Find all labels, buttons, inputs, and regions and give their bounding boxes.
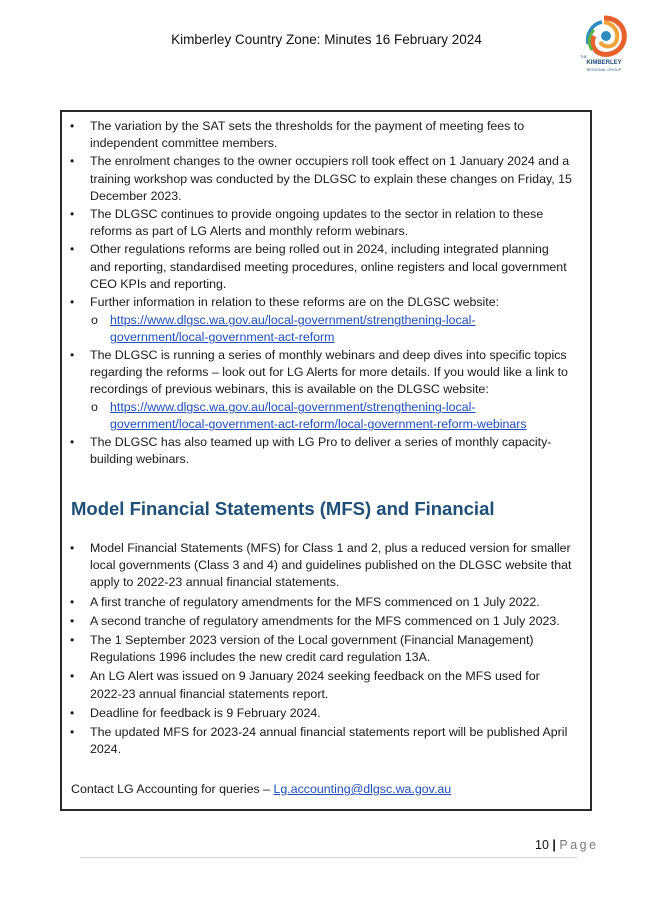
bullet-icon: • — [70, 541, 75, 555]
reform-updates-list — [62, 118, 572, 469]
list-item — [62, 206, 572, 240]
sub-bullet-icon: o — [91, 400, 98, 415]
list-item-text: The enrolment changes to the owner occupiers roll took effect on 1 January 2024 and a training workshop was conducted by the DLGSC to explain these changes on Friday, 15 December 2023. — [90, 154, 572, 203]
dlgsc-reform-link[interactable]: https://www.dlgsc.wa.gov.au/local-government/strengthening-local-government/local-government-act-reform — [110, 313, 476, 345]
list-item — [62, 294, 572, 311]
list-item — [62, 668, 572, 702]
list-item-text: The variation by the SAT sets the thresholds for the payment of meeting fees to independent committee members. — [90, 119, 525, 151]
page-number-value: 10 — [535, 838, 549, 852]
list-item-text: A first tranche of regulatory amendments for the MFS commenced on 1 July 2022. — [90, 594, 540, 609]
bullet-icon: • — [70, 633, 75, 648]
list-item-text: The updated MFS for 2023-24 annual financial statements report will be published April 2024. — [90, 725, 568, 757]
page-separator: | — [552, 838, 556, 852]
kimberley-logo — [574, 14, 634, 80]
list-item — [62, 434, 572, 468]
footer-divider — [80, 857, 577, 858]
list-item-text: Deadline for feedback is 9 February 2024. — [90, 705, 321, 720]
list-item-text: The DLGSC is running a series of monthly webinars and deep dives into specific topics regarding the reforms – look out for LG Alerts for more details. If you would like a link to recordings of previous webinars, this is available on the DLGSC website: — [90, 347, 568, 397]
mfs-list — [62, 540, 572, 760]
contact-text: Contact LG Accounting for queries – — [71, 782, 274, 796]
bullet-icon: • — [70, 154, 75, 169]
list-item — [62, 241, 572, 293]
content-box — [60, 110, 592, 811]
bullet-icon: • — [70, 295, 75, 310]
list-item — [62, 724, 572, 758]
section-heading: Model Financial Statements (MFS) and Financial — [71, 498, 495, 519]
bullet-icon: • — [70, 613, 75, 628]
bullet-icon: • — [70, 594, 75, 609]
dlgsc-webinars-link[interactable]: https://www.dlgsc.wa.gov.au/local-government/strengthening-local-government/local-government-act-reform/local-government-reform-webinars — [110, 400, 527, 432]
logo-sub-text: REGIONAL GROUP — [586, 68, 622, 72]
bullet-icon: • — [70, 705, 75, 720]
list-item-text: The DLGSC has also teamed up with LG Pro to deliver a series of monthly capacity-building webinars. — [90, 434, 552, 466]
bullet-icon: • — [70, 242, 75, 257]
bullet-icon: • — [70, 119, 75, 133]
list-item — [62, 594, 572, 611]
list-item — [62, 705, 572, 722]
contact-line — [71, 782, 451, 796]
sub-bullet-icon: o — [91, 313, 98, 328]
bullet-icon: • — [70, 434, 75, 449]
list-item-text: Model Financial Statements (MFS) for Class 1 and 2, plus a reduced version for smaller local governments (Class 3 and 4) and guidelines published on the DLGSC website that apply to 2022-23 annual financial statements. — [90, 541, 572, 590]
page-number — [535, 838, 599, 852]
bullet-icon: • — [70, 347, 75, 362]
sub-list-item — [62, 399, 572, 433]
list-item — [62, 632, 572, 666]
list-item-text: The 1 September 2023 version of the Local government (Financial Management) Regulations 1996 includes the new credit card regulation 13A. — [90, 633, 534, 665]
sub-list-item — [62, 312, 572, 346]
list-item-text: The DLGSC continues to provide ongoing updates to the sector in relation to these reforms as part of LG Alerts and monthly reform webinars. — [90, 207, 544, 239]
document-header-title: Kimberley Country Zone: Minutes 16 February 2024 — [171, 32, 482, 47]
bullet-icon: • — [70, 725, 75, 740]
list-item — [62, 347, 572, 399]
page-word: Page — [559, 838, 599, 852]
list-item-text: Further information in relation to these reforms are on the DLGSC website: — [90, 295, 500, 310]
logo-swirl-icon — [574, 14, 634, 60]
list-item — [62, 118, 572, 152]
bullet-icon: • — [70, 207, 75, 222]
list-item — [62, 153, 572, 205]
logo-name-text: KIMBERLEY — [586, 60, 622, 66]
list-item — [62, 613, 572, 630]
bullet-icon: • — [70, 669, 75, 684]
list-item — [62, 540, 572, 592]
list-item-text: A second tranche of regulatory amendments for the MFS commenced on 1 July 2023. — [90, 613, 560, 628]
list-item-text: An LG Alert was issued on 9 January 2024 seeking feedback on the MFS used for 2022-23 annual financial statements report. — [90, 669, 540, 701]
logo-the-text: THE — [580, 55, 587, 59]
list-item-text: Other regulations reforms are being rolled out in 2024, including integrated planning and reporting, standardised meeting procedures, online registers and local government CEO KPIs and reporting. — [90, 242, 567, 291]
contact-email-link[interactable]: Lg.accounting@dlgsc.wa.gov.au — [273, 782, 452, 796]
